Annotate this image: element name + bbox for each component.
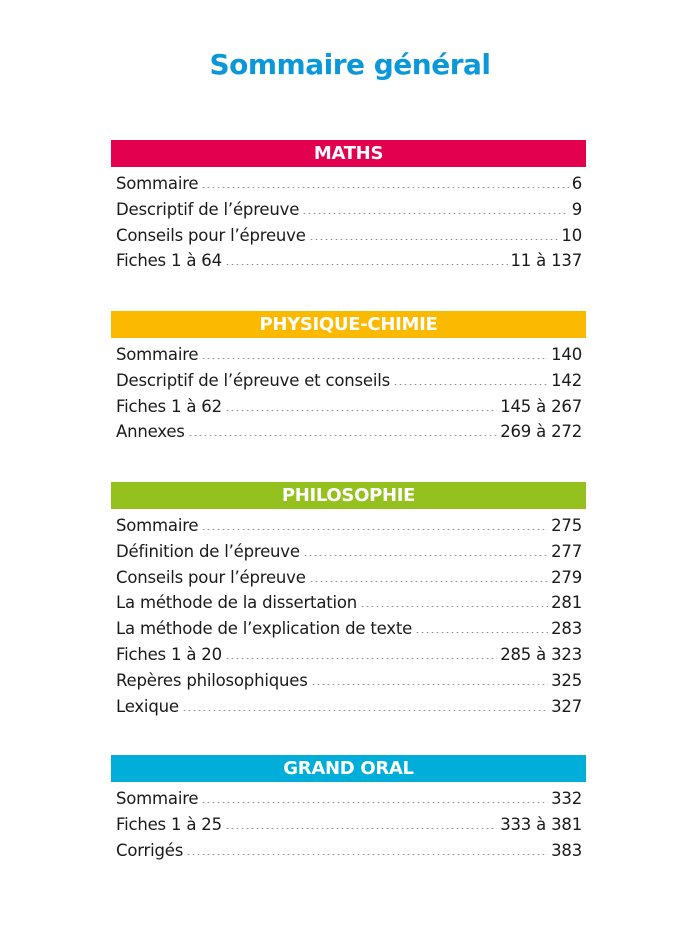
dot-leader: [201, 802, 548, 803]
toc-entry[interactable]: [116, 371, 582, 397]
toc-entry[interactable]: [116, 226, 582, 252]
dot-leader: [311, 684, 548, 685]
dot-leader: [225, 828, 497, 829]
toc-entry[interactable]: [116, 397, 582, 423]
entry-label: Fiches 1 à 64: [116, 251, 222, 271]
section-header: PHYSIQUE-CHIMIE: [111, 311, 586, 338]
dot-leader: [186, 854, 548, 855]
entry-page: 145 à 267: [500, 396, 582, 416]
entry-label: Définition de l’épreuve: [116, 541, 300, 561]
dot-leader: [225, 264, 508, 265]
dot-leader: [393, 384, 548, 385]
page-title: Sommaire général: [209, 48, 491, 81]
entry-page: 277: [551, 541, 582, 561]
entry-page: 333 à 381: [500, 814, 582, 834]
entry-label: Descriptif de l’épreuve: [116, 199, 300, 219]
entry-label: Annexes: [116, 422, 185, 442]
dot-leader: [309, 581, 548, 582]
toc-entry[interactable]: [116, 697, 582, 723]
toc-entry[interactable]: [116, 251, 582, 277]
entry-label: Fiches 1 à 25: [116, 814, 222, 834]
entry-page: 281: [551, 593, 582, 613]
dot-leader: [360, 606, 548, 607]
toc-entry[interactable]: [116, 568, 582, 594]
toc-entry[interactable]: [116, 671, 582, 697]
entry-page: 10: [561, 225, 582, 245]
section-physique-chimie: [111, 311, 586, 448]
entry-label: Conseils pour l’épreuve: [116, 567, 306, 587]
entry-page: 6: [571, 174, 582, 193]
toc-entry[interactable]: [116, 200, 582, 226]
dot-leader: [201, 358, 548, 359]
entry-label: Sommaire: [116, 789, 199, 808]
entry-page: 142: [551, 370, 582, 390]
dot-leader: [225, 658, 497, 659]
entry-label: La méthode de l’explication de texte: [116, 619, 413, 639]
entry-label: Conseils pour l’épreuve: [116, 225, 306, 245]
entry-label: Sommaire: [116, 516, 199, 535]
toc-entry[interactable]: [116, 841, 582, 867]
toc-entry[interactable]: [116, 789, 582, 815]
entry-label: Descriptif de l’épreuve et conseils: [116, 370, 390, 390]
dot-leader: [201, 187, 568, 188]
toc-entry[interactable]: [116, 345, 582, 371]
entry-label: Repères philosophiques: [116, 670, 308, 690]
toc-entry[interactable]: [116, 815, 582, 841]
section-header: MATHS: [111, 140, 586, 167]
entry-label: Corrigés: [116, 840, 184, 860]
dot-leader: [225, 410, 497, 411]
dot-leader: [309, 239, 559, 240]
entry-label: Sommaire: [116, 345, 199, 364]
toc-entry[interactable]: [116, 542, 582, 568]
toc-entry[interactable]: [116, 645, 582, 671]
section-maths: [111, 140, 586, 277]
entry-page: 279: [551, 567, 582, 587]
entry-page: 332: [551, 789, 582, 808]
section-header: GRAND ORAL: [111, 755, 586, 782]
entry-page: 275: [551, 516, 582, 535]
entry-page: 269 à 272: [500, 422, 582, 442]
entry-label: Lexique: [116, 696, 179, 716]
section-philosophie: [111, 482, 586, 722]
toc-entry[interactable]: [116, 619, 582, 645]
dot-leader: [303, 555, 548, 556]
dot-leader: [201, 529, 548, 530]
toc-entry[interactable]: [116, 174, 582, 200]
toc-entry[interactable]: [116, 516, 582, 542]
entry-label: Sommaire: [116, 174, 199, 193]
entry-page: 140: [551, 345, 582, 364]
toc-entry[interactable]: [116, 593, 582, 619]
entry-page: 285 à 323: [500, 644, 582, 664]
entry-page: 9: [571, 199, 582, 219]
section-header: PHILOSOPHIE: [111, 482, 586, 509]
entry-page: 383: [551, 840, 582, 860]
entry-label: Fiches 1 à 20: [116, 644, 222, 664]
entry-page: 327: [551, 696, 582, 716]
entry-page: 283: [551, 619, 582, 639]
section-grand-oral: [111, 755, 586, 866]
entry-page: 11 à 137: [510, 251, 582, 271]
dot-leader: [188, 435, 498, 436]
dot-leader: [302, 213, 569, 214]
entry-label: La méthode de la dissertation: [116, 593, 358, 613]
toc-entry[interactable]: [116, 422, 582, 448]
entry-page: 325: [551, 670, 582, 690]
entry-label: Fiches 1 à 62: [116, 396, 222, 416]
dot-leader: [182, 710, 548, 711]
dot-leader: [415, 632, 548, 633]
